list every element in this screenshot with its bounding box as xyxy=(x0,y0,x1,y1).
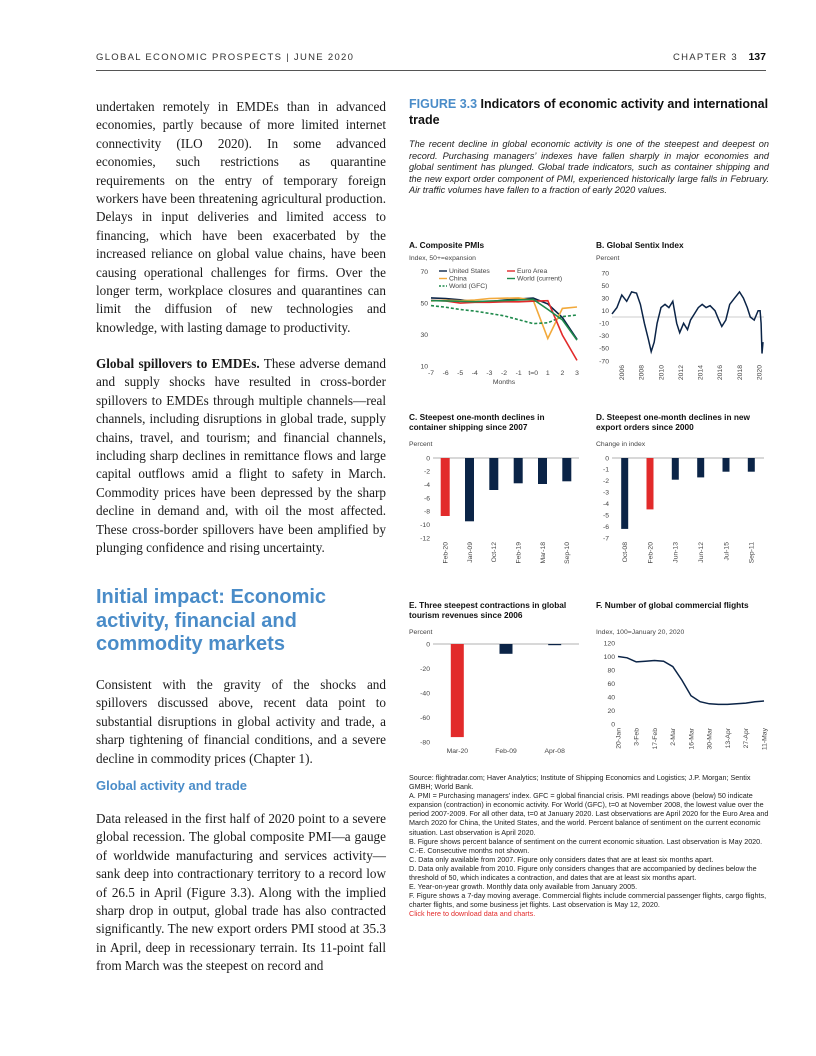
bar-sep-11 xyxy=(748,458,755,472)
axis-unit-label: Change in index xyxy=(596,441,646,448)
x-tick-label: Jun-13 xyxy=(672,542,680,563)
x-tick-label: Oct-12 xyxy=(491,542,499,563)
chapter-label: CHAPTER 3 xyxy=(672,52,738,63)
y-tick-label: 0 xyxy=(426,455,430,463)
x-tick-label: -7 xyxy=(427,370,435,377)
panel-f-chart xyxy=(596,626,771,766)
bar-oct-08 xyxy=(621,458,628,529)
header-rule xyxy=(96,70,766,71)
x-tick-label: Feb-19 xyxy=(515,542,523,564)
x-tick-label: 2008 xyxy=(638,365,646,381)
x-axis-label: Months xyxy=(492,379,516,386)
y-tick-label: -3 xyxy=(602,489,609,497)
y-tick-label: 10 xyxy=(420,363,428,371)
y-tick-label: 120 xyxy=(603,640,615,648)
download-data-link[interactable]: Click here to download data and charts. xyxy=(409,909,536,919)
x-tick-label: Jan-09 xyxy=(466,542,474,563)
bar-feb-20 xyxy=(441,458,450,516)
panel-e-chart xyxy=(409,626,589,761)
y-tick-label: -6 xyxy=(423,495,430,503)
bar-mar-18 xyxy=(538,458,547,484)
y-tick-label: -5 xyxy=(602,512,609,520)
y-tick-label: 100 xyxy=(603,653,615,661)
figure-notes xyxy=(409,773,769,919)
x-tick-label: Oct-08 xyxy=(622,542,629,563)
y-tick-label: -8 xyxy=(423,508,430,516)
y-tick-label: 50 xyxy=(420,300,428,308)
x-tick-label: Feb-09 xyxy=(495,748,517,755)
legend-label: United States xyxy=(449,268,490,275)
body-paragraph-4: Data released in the first half of 2020 point to a severe global recession. The global composite PMI—a gauge of worldwide manufacturing and services activity—sank deep into contractionary territory to a record low of 26.5 in April (Figure 3.3). Along with the implied sharp drop in output, global trade has also contracted significantly. The new export orders PMI stood at 35.3 in April, deep in recessionary terrain. Its 11-point fall from March was the steepest on record and xyxy=(96,811,386,974)
bar-jul-15 xyxy=(723,458,730,472)
x-tick-label: 2012 xyxy=(677,365,685,381)
x-tick-label: 2 xyxy=(560,370,565,377)
paragraph-lead-in: Global spillovers to EMDEs. xyxy=(96,356,260,371)
paragraph-body: These adverse demand and supply shocks have resulted in cross-border spillovers to EMDEs through multiple channels—real channels, including disruptions in global trade, supply chains, travel, and tourism; and financial channels, including sharp declines in remittance flows and large capital outflows amid a flight to safety in March. Commodity prices have been depressed by the sharp decline in demand and, with oil the most affected. These cross-border spillovers have been amplified by plunging confidence and rising uncertainty. xyxy=(96,356,386,556)
figure-title-text: Indicators of economic activity and international trade xyxy=(409,97,769,127)
y-tick-label: 70 xyxy=(420,269,428,277)
y-tick-label: -7 xyxy=(602,535,609,543)
y-tick-label: -70 xyxy=(599,358,609,366)
y-tick-label: 40 xyxy=(607,694,615,702)
x-tick-label: Mar-20 xyxy=(446,748,469,755)
y-tick-label: -2 xyxy=(423,468,430,476)
x-tick-label: 1 xyxy=(545,370,550,377)
x-tick-label: Jun-12 xyxy=(698,542,705,563)
x-tick-label: Mar-18 xyxy=(539,542,547,564)
axis-unit-label: Percent xyxy=(409,441,433,448)
y-tick-label: 60 xyxy=(607,680,615,688)
panel-d-chart xyxy=(596,438,771,578)
flights-line xyxy=(618,657,764,705)
bar-feb-20 xyxy=(647,458,654,509)
panel-c-title: C. Steepest one-month declines in container shipping since 2007 xyxy=(409,412,545,432)
y-tick-label: -40 xyxy=(420,690,430,698)
y-tick-label: 20 xyxy=(607,707,615,715)
x-tick-label: -6 xyxy=(442,370,449,377)
note-a: A. PMI = Purchasing managers’ index. GFC = global financial crisis. PMI readings above (below) 50 indicate expansion (contraction) in economic activity. For World (GFC), t=0 at November 2008, the lowest value over the period 2007-2009. For all other data, t=0 at January 2020. Last observations are April 2020 for the Euro Area and March 2020 for China, the United States, and the world. Percent balance of sentiment on the current economic situation. Last observation is April 2020. xyxy=(409,791,769,837)
x-tick-label: 2006 xyxy=(619,365,627,381)
y-tick-label: -1 xyxy=(602,466,609,474)
panel-e-title: E. Three steepest contractions in global tourism revenues since 2006 xyxy=(409,600,567,620)
running-header-title: GLOBAL ECONOMIC PROSPECTS | JUNE 2020 xyxy=(96,52,355,63)
body-paragraph-1: undertaken remotely in EMDEs than in advanced economies, partly because of more limited internet connectivity (ILO 2020). In some advanced economies, such restrictions as quarantine requirements on the entry of temporary foreign workers have been threatening agricultural production. Delays in input deliveries and limited access to financing, which have been exacerbated by the increased reliance on global value chains, have been causing operational challenges for firms. Over the longer term, workplace closures and quarantines can limit the diffusion of new technologies and knowledge, with lasting damage to productivity. xyxy=(96,99,386,335)
x-tick-label: Sep-10 xyxy=(564,542,572,564)
note-source: Source: flightradar.com; Haver Analytics; Institute of Shipping Economics and Logistics; J.P. Morgan; Sentix GMBH; World Bank. xyxy=(409,773,751,792)
bar-mar-20 xyxy=(451,644,464,737)
y-tick-label: 0 xyxy=(426,641,430,649)
panel-b-chart xyxy=(596,252,771,387)
y-tick-label: -10 xyxy=(599,320,609,328)
subsection-title: Global activity and trade xyxy=(96,778,247,793)
y-tick-label: 80 xyxy=(607,667,615,675)
x-tick-label: 17-Feb xyxy=(651,728,659,750)
y-tick-label: 30 xyxy=(420,331,428,339)
legend-label: Euro Area xyxy=(517,268,548,275)
y-tick-label: -60 xyxy=(420,714,430,722)
note-f: F. Figure shows a 7-day moving average. Commercial flights include commercial passenger flights, cargo flights, charter flights, and some business jet flights. Last observation is May 12, 2020. xyxy=(409,891,767,910)
axis-unit-label: Percent xyxy=(409,629,433,636)
note-d: D. Data only available from 2010. Figure only considers changes that are accompanied by declines below the threshold of 50, which indicates a contraction, and dates that are at least six months apart. xyxy=(409,863,757,883)
y-tick-label: -12 xyxy=(420,535,430,543)
y-tick-label: -80 xyxy=(420,739,430,747)
x-tick-label: 3-Feb xyxy=(633,728,641,746)
y-tick-label: 0 xyxy=(605,455,609,463)
panel-a-title: A. Composite PMIs xyxy=(409,240,485,250)
x-tick-label: Feb-20 xyxy=(442,542,450,564)
x-tick-label: Apr-08 xyxy=(544,748,565,755)
x-tick-label: 2010 xyxy=(658,365,666,381)
axis-unit-label: Index, 100=January 20, 2020 xyxy=(596,629,685,636)
x-tick-label: t=0 xyxy=(528,370,539,377)
bar-feb-09 xyxy=(500,644,513,654)
running-header xyxy=(96,52,766,68)
bar-oct-12 xyxy=(489,458,498,490)
x-tick-label: 16-Mar xyxy=(688,728,696,750)
note-c: C. Data only available from 2007. Figure only considers dates that are at least six months apart. xyxy=(409,854,714,864)
panel-a-chart xyxy=(409,252,589,387)
bar-feb-19 xyxy=(514,458,523,483)
y-tick-label: 50 xyxy=(601,282,609,290)
legend-label: China xyxy=(449,275,467,283)
x-tick-label: Sep-11 xyxy=(748,542,756,564)
x-tick-label: 20-Jan xyxy=(615,728,623,749)
bar-apr-08 xyxy=(548,644,561,645)
axis-unit-label: Index, 50+=expansion xyxy=(409,255,476,262)
y-tick-label: -30 xyxy=(599,333,609,341)
figure-caption: The recent decline in global economic activity is one of the steepest and deepest on record. Purchasing managers’ indexes have fallen sharply in major economies and global sentiment has plunged. Global trade indicators, such as container shipping and the new export order component of PMI, experienced historically large falls in February. Air traffic volumes have fallen to a fraction of early 2020 values. xyxy=(409,139,769,196)
body-paragraph-3: Consistent with the gravity of the shocks and spillovers discussed above, recent data point to substantial disruptions in global activity and trade, a sharp tightening of financial conditions, and a severe decline in commodity prices (Chapter 1). xyxy=(96,677,386,766)
bar-jun-13 xyxy=(672,458,679,480)
body-paragraph-2 xyxy=(96,355,386,557)
panel-d-title: D. Steepest one-month declines in new export orders since 2000 xyxy=(596,412,750,432)
x-tick-label: -2 xyxy=(500,370,508,377)
panel-c-chart xyxy=(409,438,589,578)
x-tick-label: 3 xyxy=(575,370,579,377)
x-tick-label: 2018 xyxy=(736,365,744,381)
panel-f-title: F. Number of global commercial flights xyxy=(596,600,749,610)
y-tick-label: -50 xyxy=(599,345,609,353)
x-tick-label: Feb-20 xyxy=(647,542,655,564)
y-tick-label: 70 xyxy=(601,270,609,278)
y-tick-label: 10 xyxy=(601,308,609,316)
y-tick-label: -20 xyxy=(420,665,430,673)
y-tick-label: -4 xyxy=(423,481,430,489)
x-tick-label: -4 xyxy=(471,370,478,377)
y-tick-label: -10 xyxy=(420,521,430,529)
x-tick-label: -1 xyxy=(515,370,522,377)
axis-unit-label: Percent xyxy=(596,255,620,262)
note-c-e: C.-E. Consecutive months not shown. xyxy=(409,845,530,855)
legend-label: World (current) xyxy=(517,275,563,283)
page-number: 137 xyxy=(748,51,766,63)
legend-label: World (GFC) xyxy=(449,283,488,290)
bar-sep-10 xyxy=(562,458,571,481)
bar-jun-12 xyxy=(697,458,704,477)
x-tick-label: 27-Apr xyxy=(743,728,751,749)
y-tick-label: 30 xyxy=(601,295,609,303)
section-title: Initial impact: Economic activity, financial and commodity markets xyxy=(96,586,327,655)
x-tick-label: 2020 xyxy=(756,365,764,381)
x-tick-label: 13-Apr xyxy=(724,728,732,749)
x-tick-label: 2-Mar xyxy=(670,728,677,746)
x-tick-label: -3 xyxy=(486,370,493,377)
x-tick-label: 30-Mar xyxy=(706,728,714,750)
bar-jan-09 xyxy=(465,458,474,521)
sentix-line xyxy=(612,292,763,354)
panel-b-title: B. Global Sentix Index xyxy=(596,240,684,250)
x-tick-label: 2016 xyxy=(717,365,725,381)
y-tick-label: 0 xyxy=(611,721,615,729)
figure-number: FIGURE 3.3 xyxy=(409,97,478,111)
x-tick-label: Jul-15 xyxy=(723,542,731,561)
x-tick-label: -5 xyxy=(457,370,464,377)
y-tick-label: -6 xyxy=(602,523,609,531)
y-tick-label: -4 xyxy=(602,501,609,509)
series-line-3 xyxy=(431,300,577,360)
x-tick-label: 11-May xyxy=(761,728,769,751)
note-e: E. Year-on-year growth. Monthly data only available from January 2005. xyxy=(409,882,638,892)
y-tick-label: -2 xyxy=(602,478,609,486)
figure-title xyxy=(409,96,769,128)
note-b: B. Figure shows percent balance of sentiment on the current economic situation. Last observation is May 2020. xyxy=(409,836,763,846)
x-tick-label: 2014 xyxy=(697,365,705,381)
